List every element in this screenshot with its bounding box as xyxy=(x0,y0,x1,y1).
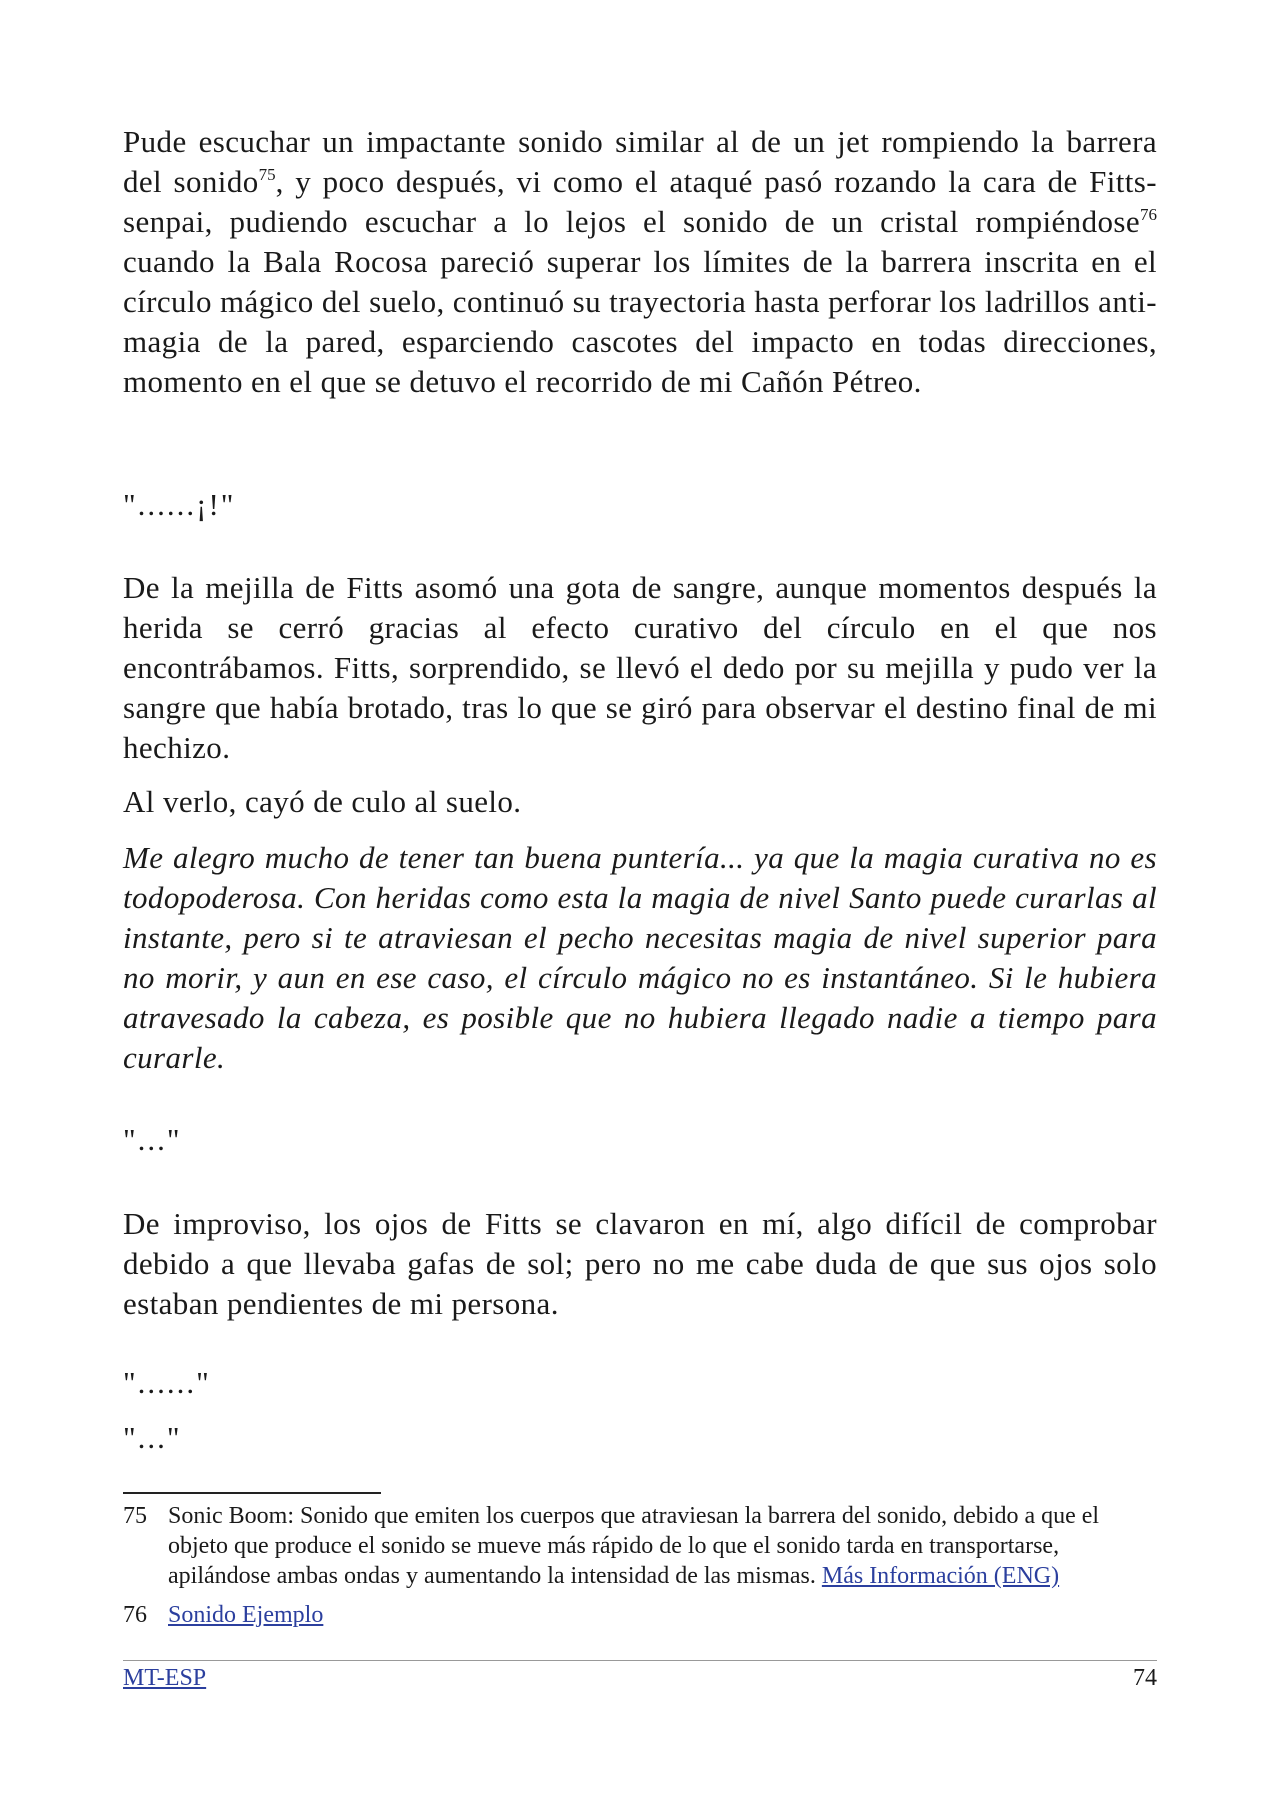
document-page xyxy=(123,0,1157,1811)
dialogue-line-4: "..." xyxy=(123,1420,182,1455)
footnote-number: 76 xyxy=(123,1602,147,1628)
paragraph-2: De la mejilla de Fitts asomó una gota de sangre, aunque momentos después la herida se cerró gracias al efecto curativo del círculo en el que nos encontrábamos. Fitts, sorprendido, se llevó el dedo por su mejilla y pudo ver la sangre que había brotado, tras lo que se giró para observar el destino final de mi hechizo. xyxy=(123,570,1157,765)
footnote-text: Sonic Boom: Sonido que emiten los cuerpos que atraviesan la barrera del sonido, debido a que el objeto que produce el sonido se mueve más rápido de lo que el sonido tarda en transportarse, apilándose ambas ondas y aumentando la intensidad de las mismas. xyxy=(168,1503,1100,1589)
paragraph-5: De improviso, los ojos de Fitts se clavaron en mí, algo difícil de comprobar debido a que llevaba gafas de sol; pero no me cabe duda de que sus ojos solo estaban pendientes de mi persona. xyxy=(123,1206,1157,1321)
dialogue-line-3: "......" xyxy=(123,1365,211,1400)
paragraph-1-text-b: , y poco después, vi como el ataqué pasó rozando la cara de Fitts-senpai, pudiendo escuchar a lo lejos el sonido de un cristal rompiéndose xyxy=(123,164,1157,239)
more-info-link[interactable]: Más Información (ENG) xyxy=(821,1563,1060,1589)
paragraph-1 xyxy=(123,122,1157,402)
page-number: 74 xyxy=(1133,1665,1157,1691)
paragraph-3: Al verlo, cayó de culo al suelo. xyxy=(123,784,522,819)
dialogue-line-1: "......¡!" xyxy=(123,487,236,522)
paragraph-4-italic-thought: Me alegro mucho de tener tan buena puntería... ya que la magia curativa no es todopoderosa. Con heridas como esta la magia de nivel Santo puede curarlas al instante, pero si te atraviesan el pecho necesitas magia de nivel superior para no morir, y aun en ese caso, el círculo mágico no es instantáneo. Si le hubiera atravesado la cabeza, es posible que no hubiera llegado nadie a tiempo para curarle. xyxy=(123,840,1157,1075)
paragraph-1-text-a: Pude escuchar un impactante sonido similar al de un jet rompiendo la barrera del sonido xyxy=(123,124,1157,199)
sound-example-link[interactable]: Sonido Ejemplo xyxy=(168,1602,324,1628)
dialogue-line-2: "..." xyxy=(123,1122,182,1157)
footnote-ref-76[interactable]: 76 xyxy=(1140,205,1157,224)
footnote-75 xyxy=(123,1501,1157,1591)
footnote-number: 75 xyxy=(123,1503,147,1529)
footnote-body xyxy=(168,1600,1157,1630)
footer-divider xyxy=(123,1660,1157,1661)
paragraph-1-text-c: cuando la Bala Rocosa pareció superar los límites de la barrera inscrita en el círculo mágico del suelo, continuó su trayectoria hasta perforar los ladrillos anti-magia de la pared, esparciendo cascotes del impacto en todas direcciones, momento en el que se detuvo el recorrido de mi Cañón Pétreo. xyxy=(123,244,1157,399)
footer-site-link[interactable]: MT-ESP xyxy=(123,1665,207,1691)
footnote-76 xyxy=(123,1600,1157,1630)
footnote-separator xyxy=(123,1492,381,1494)
footnote-body xyxy=(168,1501,1157,1591)
footnote-ref-75[interactable]: 75 xyxy=(258,165,276,184)
